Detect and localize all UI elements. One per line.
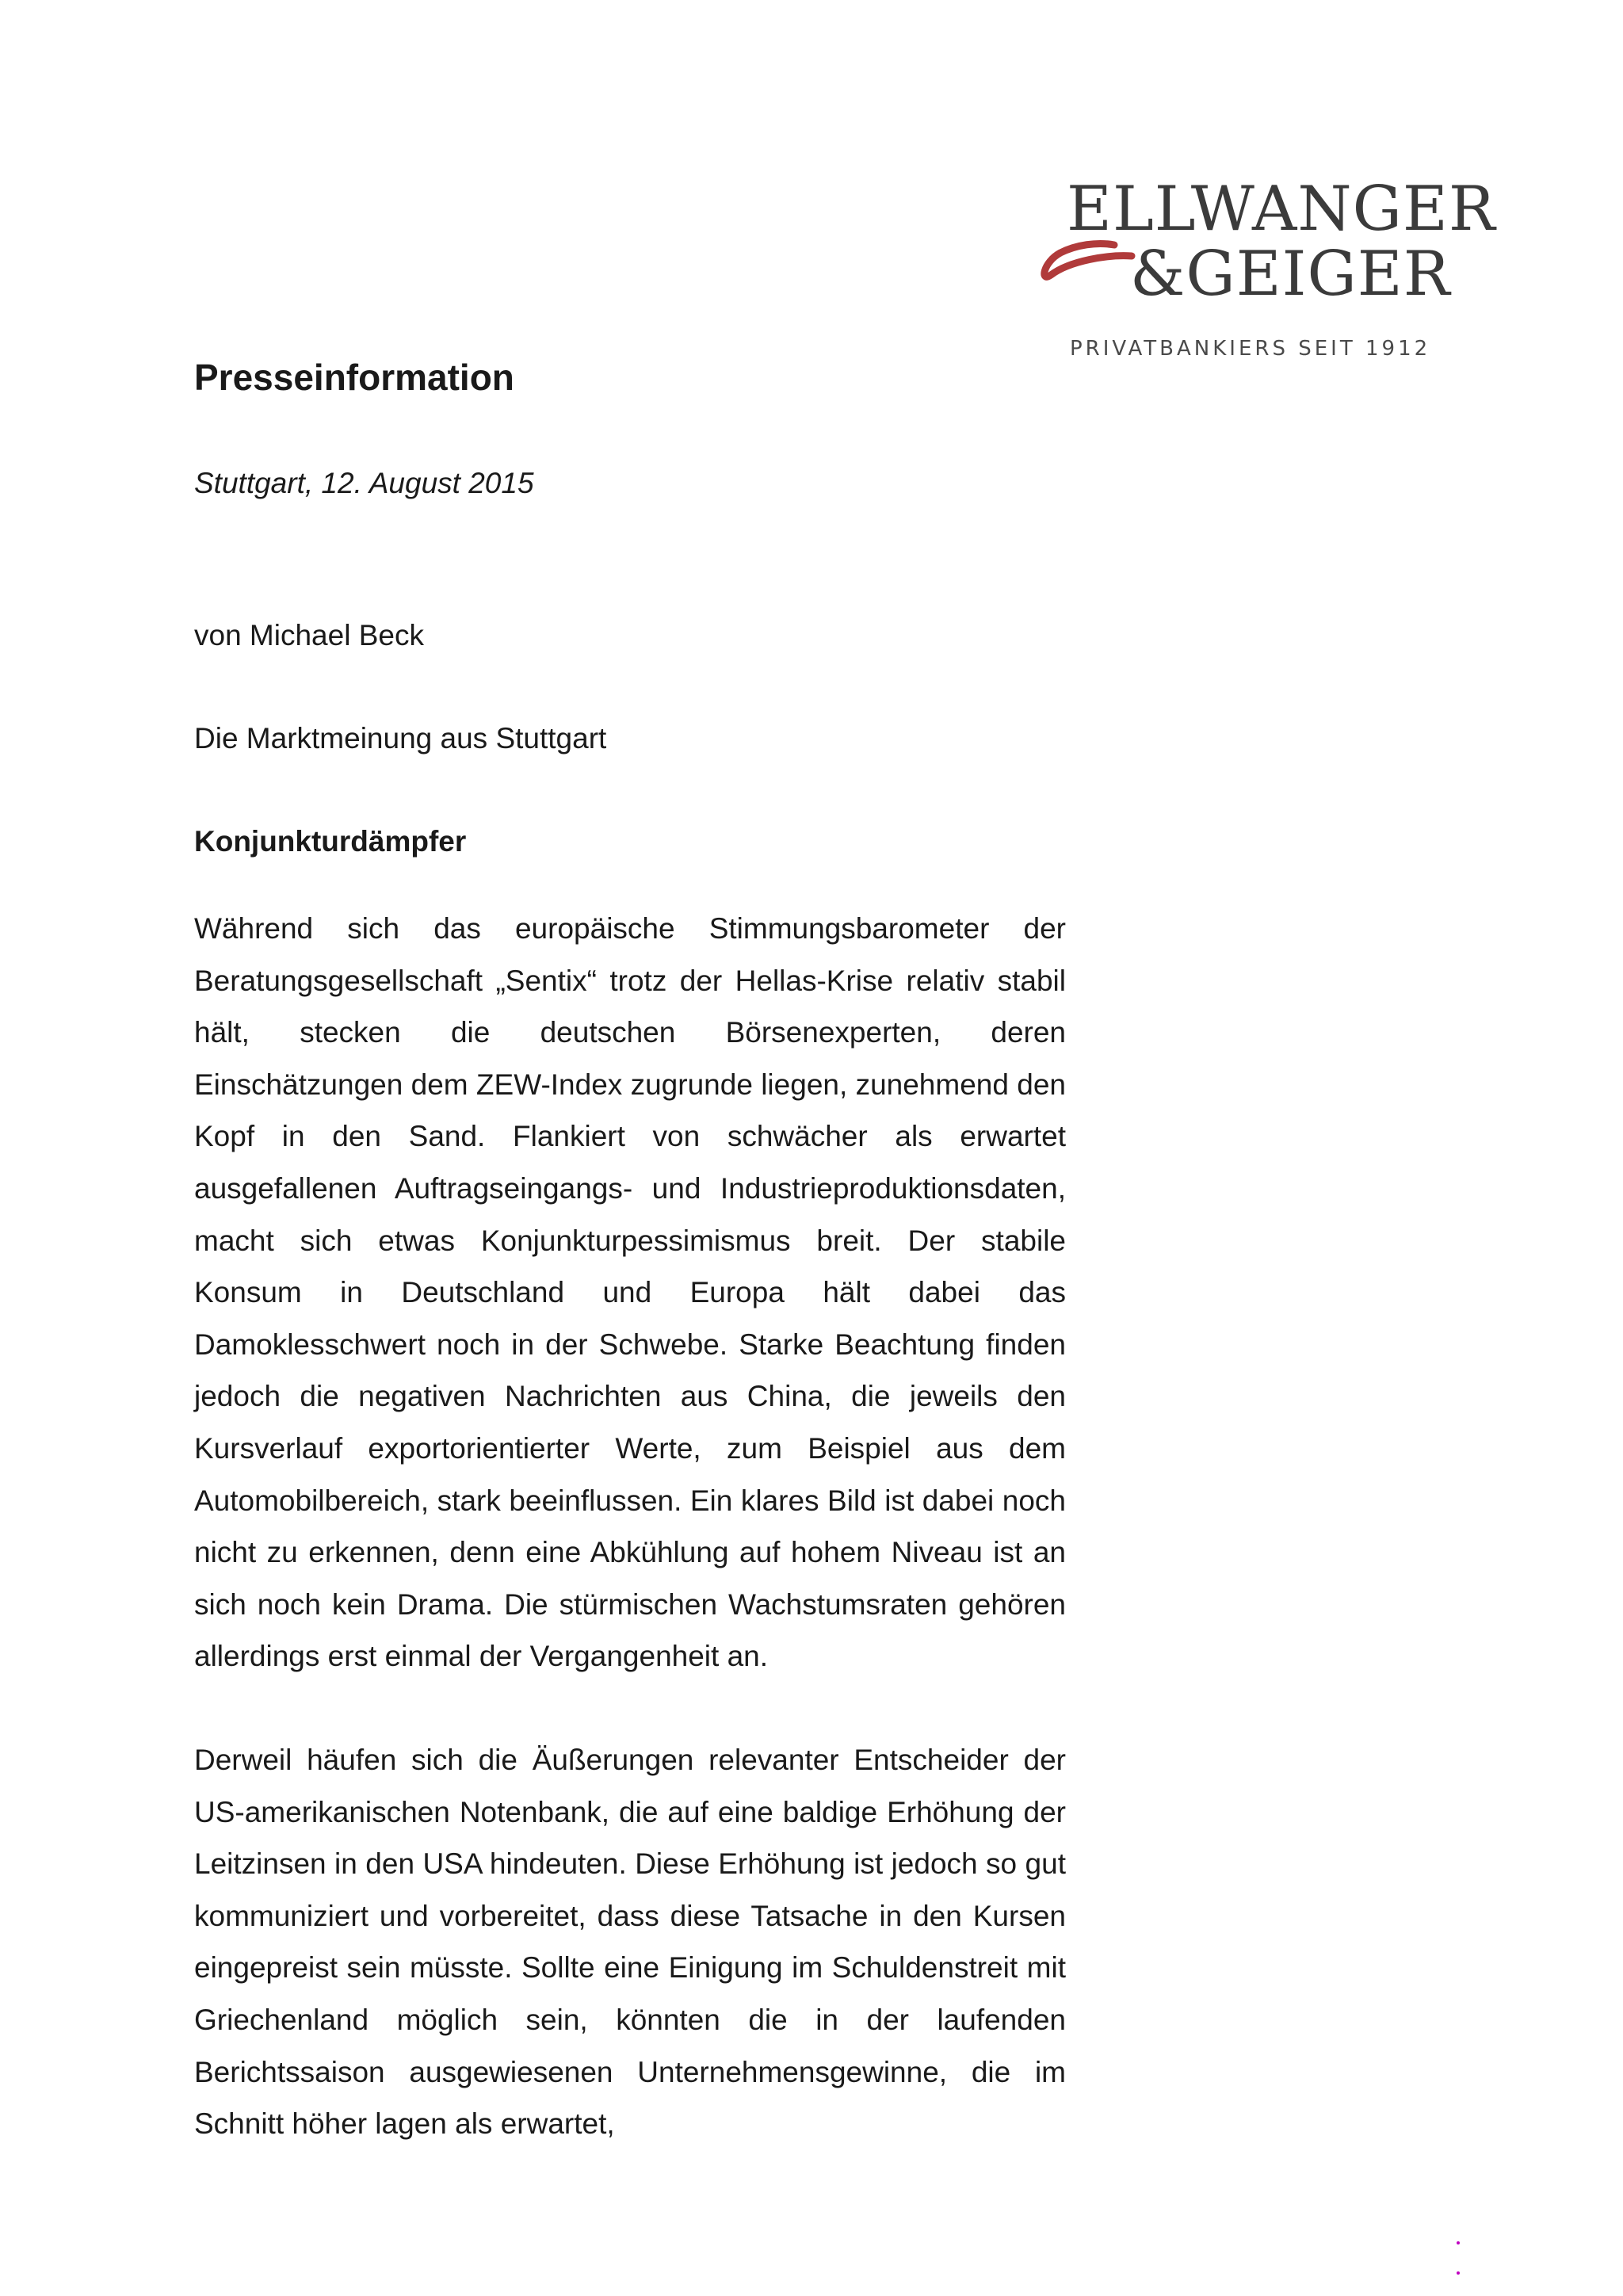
dateline: Stuttgart, 12. August 2015: [194, 467, 534, 499]
article-heading: Konjunkturdämpfer: [194, 825, 467, 858]
paragraph: Während sich das europäische Stimmungsbarometer der Beratungsgesellschaft „Sentix“ trotz der Hellas-Krise relativ stabil hält, stecken die deutschen Börsenexperten, deren Einschätzungen dem ZEW-Index zugrunde liegen, zunehmend den Kopf in den Sand. Flankiert von schwächer als erwartet ausgefallenen Auftragseingangs- und Industrieproduktionsdaten, macht sich etwas Konjunkturpessimismus breit. Der stabile Konsum in Deutschland und Europa hält dabei das Damoklesschwert noch in der Schwebe. Starke Beachtung finden jedoch die negativen Nachrichten aus China, die jeweils den Kursverlauf exportorientierter Werte, zum Beispiel aus dem Automobilbereich, stark beeinflussen. Ein klares Bild ist dabei noch nicht zu erkennen, denn eine Abkühlung auf hohem Niveau ist an sich noch kein Drama. Die stürmischen Wachstumsraten gehören allerdings erst einmal der Vergangenheit an.: [194, 912, 1066, 1673]
logo-wordmark-line2: &GEIGER: [1130, 239, 1451, 310]
logo-tagline: PRIVATBANKIERS SEIT 1912: [1070, 337, 1431, 361]
company-logo: [1038, 174, 1496, 369]
margin-mark: [1457, 2241, 1460, 2244]
margin-mark: [1457, 2271, 1460, 2275]
column-subtitle: Die Marktmeinung aus Stuttgart: [194, 722, 607, 755]
author-line: von Michael Beck: [194, 619, 424, 651]
paragraph: Derweil häufen sich die Äußerungen relevanter Entscheider der US-amerikanischen Notenbank, die auf eine baldige Erhöhung der Leitzinsen in den USA hindeuten. Diese Erhöhung ist jedoch so gut kommuniziert und vorbereitet, dass diese Tatsache in den Kursen eingepreist sein müsste. Sollte eine Einigung im Schuldenstreit mit Griechenland möglich sein, könnten die in der laufenden Berichtssaison ausgewiesenen Unternehmensgewinne, die im Schnitt höher lagen als erwartet,: [194, 1744, 1066, 2141]
page-title: Presseinformation: [194, 357, 514, 398]
logo-wordmark-line1: ELLWANGER: [1067, 174, 1496, 245]
